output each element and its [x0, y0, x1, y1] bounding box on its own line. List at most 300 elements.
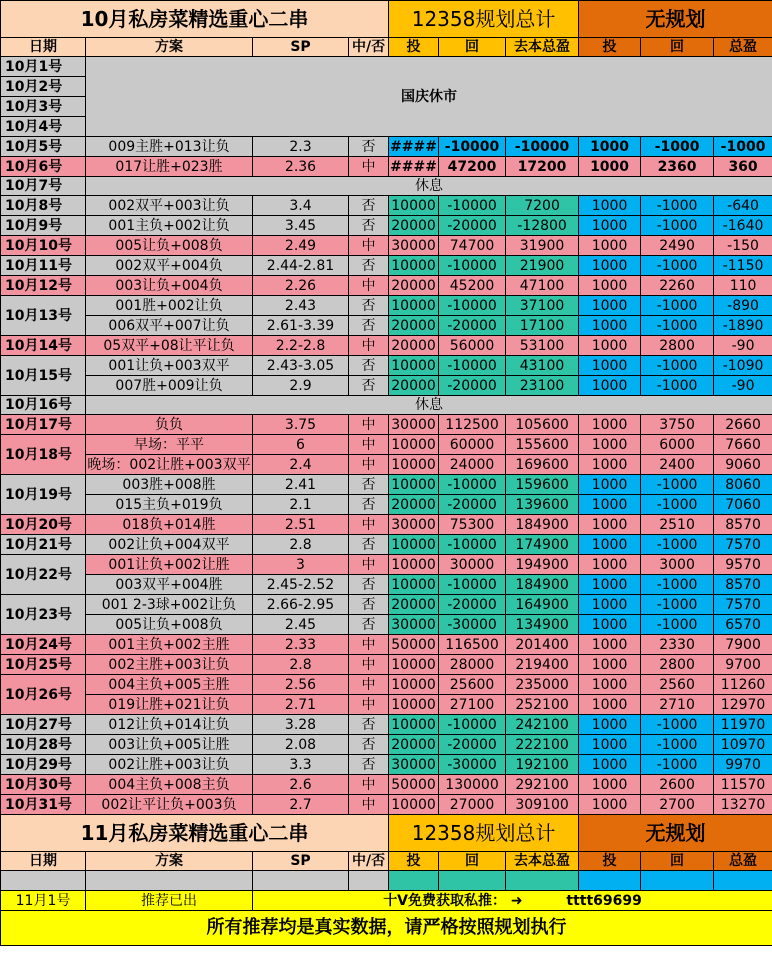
row-return: -10000 — [439, 296, 506, 316]
row-noplan-stake: 1000 — [579, 157, 641, 177]
row-noplan-stake: 1000 — [579, 475, 641, 495]
row-plan: 002让胜+003让负 — [86, 755, 253, 775]
row-noplan-return: 3000 — [641, 555, 714, 575]
empty-cell — [579, 871, 641, 891]
row-noplan-stake: 1000 — [579, 735, 641, 755]
table-row — [1, 296, 772, 316]
row-net-profit: 105600 — [506, 415, 579, 435]
row-return: -10000 — [439, 196, 506, 216]
row-net-profit: 17100 — [506, 316, 579, 336]
row-sp: 2.9 — [253, 376, 349, 396]
row-noplan-stake: 1000 — [579, 296, 641, 316]
table-row — [1, 137, 772, 157]
row-stake: 20000 — [389, 495, 439, 515]
row-noplan-total: 8570 — [714, 515, 772, 535]
row-sp: 2.1 — [253, 495, 349, 515]
row-result: 否 — [349, 715, 389, 735]
row-noplan-total: 9570 — [714, 555, 772, 575]
row-net-profit: 219400 — [506, 655, 579, 675]
row-net-profit: 169600 — [506, 455, 579, 475]
row-return: -10000 — [439, 356, 506, 376]
row-net-profit: 184900 — [506, 515, 579, 535]
row-noplan-total: 13270 — [714, 795, 772, 815]
row-stake: 10000 — [389, 256, 439, 276]
nov-col-noplan-return: 回 — [641, 852, 714, 871]
row-date: 10月26号 — [1, 675, 86, 715]
table-row — [1, 256, 772, 276]
table-row — [1, 695, 772, 715]
row-date: 10月18号 — [1, 435, 86, 475]
table-row — [1, 157, 772, 177]
row-noplan-return: 2490 — [641, 236, 714, 256]
row-noplan-total: 7570 — [714, 535, 772, 555]
row-noplan-stake: 1000 — [579, 555, 641, 575]
row-stake: 20000 — [389, 336, 439, 356]
row-noplan-return: 3750 — [641, 415, 714, 435]
row-noplan-total: 11570 — [714, 775, 772, 795]
row-plan: 001让负+003双平 — [86, 356, 253, 376]
row-result: 否 — [349, 475, 389, 495]
row-return: -10000 — [439, 256, 506, 276]
row-return: -30000 — [439, 615, 506, 635]
row-result: 中 — [349, 236, 389, 256]
row-result: 中 — [349, 515, 389, 535]
row-net-profit: 43100 — [506, 356, 579, 376]
row-plan: 003让负+004负 — [86, 276, 253, 296]
col-plan: 方案 — [86, 38, 253, 57]
row-plan: 005让负+008负 — [86, 236, 253, 256]
row-return: -30000 — [439, 755, 506, 775]
row-noplan-total: -890 — [714, 296, 772, 316]
nov-plan-total-title: 12358规划总计 — [389, 815, 579, 852]
row-result: 否 — [349, 196, 389, 216]
row-noplan-stake: 1000 — [579, 376, 641, 396]
row-plan: 004主负+005主胜 — [86, 675, 253, 695]
row-noplan-return: 6000 — [641, 435, 714, 455]
row-stake: 10000 — [389, 675, 439, 695]
row-net-profit: 17200 — [506, 157, 579, 177]
plan-total-title: 12358规划总计 — [389, 1, 579, 38]
row-net-profit: 309100 — [506, 795, 579, 815]
row-result: 否 — [349, 615, 389, 635]
row-return: -20000 — [439, 595, 506, 615]
row-noplan-stake: 1000 — [579, 336, 641, 356]
col-net-profit: 去本总盈 — [506, 38, 579, 57]
row-noplan-total: -1090 — [714, 356, 772, 376]
row-date: 10月22号 — [1, 555, 86, 595]
col-noplan-return: 回 — [641, 38, 714, 57]
row-noplan-total: -90 — [714, 336, 772, 356]
row-result: 否 — [349, 575, 389, 595]
table-row — [1, 775, 772, 795]
row-noplan-stake: 1000 — [579, 276, 641, 296]
rest-row — [1, 177, 772, 196]
row-sp: 2.61-3.39 — [253, 316, 349, 336]
row-date: 10月21号 — [1, 535, 86, 555]
november-header-row — [1, 815, 772, 852]
row-stake: #### — [390, 138, 437, 155]
row-sp: 2.43 — [253, 296, 349, 316]
row-return: -20000 — [439, 735, 506, 755]
table-row — [1, 595, 772, 615]
row-noplan-total: 11970 — [714, 715, 772, 735]
row-net-profit: 174900 — [506, 535, 579, 555]
row-plan: 05双平+08让平让负 — [86, 336, 253, 356]
november-title: 11月私房菜精选重心二串 — [1, 815, 389, 852]
row-plan: 001 2-3球+002让负 — [86, 595, 253, 615]
row-plan: 015主负+019负 — [86, 495, 253, 515]
contact-cell[interactable] — [253, 891, 772, 911]
row-net-profit: 201400 — [506, 635, 579, 655]
row-stake: 30000 — [389, 755, 439, 775]
row-sp: 2.45 — [253, 615, 349, 635]
row-stake: 50000 — [389, 775, 439, 795]
row-return: -10000 — [439, 475, 506, 495]
row-noplan-stake: 1000 — [579, 415, 641, 435]
row-stake: 20000 — [389, 216, 439, 236]
row-stake: #### — [390, 158, 437, 175]
empty-cell — [253, 871, 349, 891]
row-net-profit: 159600 — [506, 475, 579, 495]
row-net-profit: 7200 — [506, 196, 579, 216]
table-row — [1, 515, 772, 535]
row-return: 24000 — [439, 455, 506, 475]
row-date: 10月16号 — [1, 396, 86, 415]
row-date: 10月13号 — [1, 296, 86, 336]
table-row — [1, 735, 772, 755]
no-plan-title: 无规划 — [579, 1, 772, 38]
row-sp: 2.6 — [253, 775, 349, 795]
row-noplan-stake: 1000 — [579, 715, 641, 735]
row-noplan-return: -1000 — [641, 256, 714, 276]
row-result: 中 — [349, 157, 389, 177]
nov-col-noplan-total: 总盈 — [714, 852, 772, 871]
row-noplan-return: 2600 — [641, 775, 714, 795]
row-noplan-return: -1000 — [641, 735, 714, 755]
table-row — [1, 615, 772, 635]
row-noplan-return: 2800 — [641, 655, 714, 675]
row-date: 10月24号 — [1, 635, 86, 655]
table-row — [1, 415, 772, 435]
row-plan: 002双平+004负 — [86, 256, 253, 276]
row-noplan-stake: 1000 — [579, 137, 641, 157]
row-noplan-stake: 1000 — [579, 595, 641, 615]
row-date: 10月7号 — [1, 177, 86, 196]
row-date: 10月15号 — [1, 356, 86, 396]
row-noplan-return: -1000 — [641, 316, 714, 336]
row-plan: 018负+014胜 — [86, 515, 253, 535]
row-result: 否 — [349, 735, 389, 755]
row-plan: 004主负+008主负 — [86, 775, 253, 795]
row-result: 中 — [349, 415, 389, 435]
row-noplan-return: -1000 — [641, 376, 714, 396]
row-noplan-total: 360 — [714, 157, 772, 177]
row-date: 10月29号 — [1, 755, 86, 775]
row-noplan-total: 8570 — [714, 575, 772, 595]
row-plan: 003双平+004胜 — [86, 575, 253, 595]
holiday-date: 10月4号 — [1, 117, 86, 137]
table-row — [1, 675, 772, 695]
holiday-date: 10月3号 — [1, 97, 86, 117]
empty-cell — [349, 871, 389, 891]
row-net-profit: 194900 — [506, 555, 579, 575]
empty-cell — [714, 871, 772, 891]
row-return: -20000 — [439, 495, 506, 515]
row-result: 中 — [349, 336, 389, 356]
col-return: 回 — [439, 38, 506, 57]
nov-date: 11月1号 — [1, 891, 86, 911]
row-stake: 20000 — [389, 376, 439, 396]
row-noplan-stake: 1000 — [579, 316, 641, 336]
row-plan: 001主负+002主胜 — [86, 635, 253, 655]
row-return: 60000 — [439, 435, 506, 455]
table-row — [1, 535, 772, 555]
row-noplan-stake: 1000 — [579, 236, 641, 256]
row-net-profit: 23100 — [506, 376, 579, 396]
row-noplan-total: 9060 — [714, 455, 772, 475]
row-noplan-total: 7660 — [714, 435, 772, 455]
row-return: -20000 — [439, 316, 506, 336]
holiday-date: 10月1号 — [1, 57, 86, 77]
row-stake: 20000 — [389, 595, 439, 615]
row-return: -20000 — [439, 216, 506, 236]
row-noplan-return: -1000 — [641, 475, 714, 495]
row-noplan-total: 9700 — [714, 655, 772, 675]
row-noplan-total: -90 — [714, 376, 772, 396]
row-net-profit: 292100 — [506, 775, 579, 795]
holiday-date: 10月2号 — [1, 77, 86, 97]
row-date: 10月10号 — [1, 236, 86, 256]
column-header-row — [1, 38, 772, 57]
empty-cell — [86, 871, 253, 891]
row-result: 中 — [349, 775, 389, 795]
nov-col-sp: SP — [253, 852, 349, 871]
row-noplan-return: -1000 — [641, 715, 714, 735]
row-noplan-total: 7900 — [714, 635, 772, 655]
row-plan: 001胜+002让负 — [86, 296, 253, 316]
row-noplan-total: -1890 — [714, 316, 772, 336]
row-plan: 002主胜+003让负 — [86, 655, 253, 675]
row-noplan-stake: 1000 — [579, 356, 641, 376]
row-date: 10月23号 — [1, 595, 86, 635]
row-plan: 005让负+008负 — [86, 615, 253, 635]
row-result: 中 — [349, 555, 389, 575]
row-net-profit: -12800 — [506, 216, 579, 236]
row-sp: 2.41 — [253, 475, 349, 495]
row-date: 10月20号 — [1, 515, 86, 535]
row-noplan-return: 2400 — [641, 455, 714, 475]
row-noplan-stake: 1000 — [579, 495, 641, 515]
table-row — [1, 336, 772, 356]
row-noplan-return: -1000 — [641, 196, 714, 216]
row-date: 10月31号 — [1, 795, 86, 815]
rest-text: 休息 — [86, 396, 772, 415]
row-noplan-stake: 1000 — [579, 256, 641, 276]
row-noplan-stake: 1000 — [579, 196, 641, 216]
row-date: 10月6号 — [1, 157, 86, 177]
row-net-profit: 53100 — [506, 336, 579, 356]
row-result: 否 — [349, 137, 389, 157]
row-sp: 3.4 — [253, 196, 349, 216]
row-noplan-stake: 1000 — [579, 775, 641, 795]
row-sp: 3.45 — [253, 216, 349, 236]
row-net-profit: 139600 — [506, 495, 579, 515]
table-row — [1, 495, 772, 515]
row-result: 否 — [349, 216, 389, 236]
row-sp: 3.75 — [253, 415, 349, 435]
table-row — [1, 755, 772, 775]
empty-cell — [1, 871, 86, 891]
row-stake: 30000 — [389, 515, 439, 535]
row-noplan-stake: 1000 — [579, 635, 641, 655]
row-sp: 2.51 — [253, 515, 349, 535]
row-noplan-return: -1000 — [641, 356, 714, 376]
row-result: 否 — [349, 495, 389, 515]
row-return: -10000 — [439, 137, 506, 157]
row-result: 否 — [349, 356, 389, 376]
row-plan: 012让负+014让负 — [86, 715, 253, 735]
row-sp: 6 — [253, 435, 349, 455]
row-noplan-stake: 1000 — [579, 795, 641, 815]
row-return: 47200 — [439, 157, 506, 177]
footer-text: 所有推荐均是真实数据，请严格按照规划执行 — [1, 911, 772, 946]
row-noplan-return: 2560 — [641, 675, 714, 695]
row-plan: 019让胜+021让负 — [86, 695, 253, 715]
row-result: 否 — [349, 316, 389, 336]
row-stake: 10000 — [389, 435, 439, 455]
row-stake: 10000 — [389, 455, 439, 475]
row-stake: 30000 — [389, 415, 439, 435]
nov-col-date: 日期 — [1, 852, 86, 871]
nov-col-noplan-stake: 投 — [579, 852, 641, 871]
row-result: 中 — [349, 695, 389, 715]
row-date: 10月8号 — [1, 196, 86, 216]
row-result: 否 — [349, 535, 389, 555]
row-stake: 20000 — [389, 316, 439, 336]
row-return: 74700 — [439, 236, 506, 256]
row-noplan-return: -1000 — [641, 615, 714, 635]
empty-cell — [506, 871, 579, 891]
row-return: 56000 — [439, 336, 506, 356]
contact-id: tttt69699 — [566, 892, 642, 909]
row-sp: 2.56 — [253, 675, 349, 695]
row-sp: 2.43-3.05 — [253, 356, 349, 376]
empty-cell — [641, 871, 714, 891]
row-noplan-return: 2260 — [641, 276, 714, 296]
row-noplan-stake: 1000 — [579, 216, 641, 236]
row-stake: 10000 — [389, 196, 439, 216]
row-noplan-stake: 1000 — [579, 455, 641, 475]
table-row — [1, 435, 772, 455]
row-noplan-total: 12970 — [714, 695, 772, 715]
row-sp: 2.7 — [253, 795, 349, 815]
row-noplan-stake: 1000 — [579, 535, 641, 555]
table-row — [1, 655, 772, 675]
row-sp: 2.3 — [253, 137, 349, 157]
row-net-profit: 252100 — [506, 695, 579, 715]
row-plan: 017让胜+023胜 — [86, 157, 253, 177]
contact-text: 十V免费获取私推： — [383, 892, 507, 909]
row-sp: 2.71 — [253, 695, 349, 715]
col-sp: SP — [253, 38, 349, 57]
row-sp: 2.4 — [253, 455, 349, 475]
row-noplan-return: 2700 — [641, 795, 714, 815]
row-plan: 006双平+007让负 — [86, 316, 253, 336]
row-result: 中 — [349, 635, 389, 655]
row-noplan-stake: 1000 — [579, 755, 641, 775]
row-date: 10月17号 — [1, 415, 86, 435]
row-return: 116500 — [439, 635, 506, 655]
row-stake: 10000 — [389, 695, 439, 715]
row-noplan-return: 2800 — [641, 336, 714, 356]
row-noplan-stake: 1000 — [579, 435, 641, 455]
row-return: 112500 — [439, 415, 506, 435]
nov-empty-row — [1, 871, 772, 891]
row-stake: 20000 — [389, 276, 439, 296]
col-result: 中/否 — [349, 38, 389, 57]
col-noplan-total: 总盈 — [714, 38, 772, 57]
row-sp: 3 — [253, 555, 349, 575]
col-noplan-stake: 投 — [579, 38, 641, 57]
row-date: 10月12号 — [1, 276, 86, 296]
row-noplan-total: 7570 — [714, 595, 772, 615]
row-return: -10000 — [439, 575, 506, 595]
row-net-profit: 37100 — [506, 296, 579, 316]
row-sp: 2.08 — [253, 735, 349, 755]
nov-first-row — [1, 891, 772, 911]
empty-cell — [439, 871, 506, 891]
table-row — [1, 795, 772, 815]
row-noplan-total: -1150 — [714, 256, 772, 276]
row-net-profit: 47100 — [506, 276, 579, 296]
row-return: 27000 — [439, 795, 506, 815]
row-noplan-total: 6570 — [714, 615, 772, 635]
table-row — [1, 356, 772, 376]
row-result: 否 — [349, 755, 389, 775]
row-return: -20000 — [439, 376, 506, 396]
row-sp: 2.66-2.95 — [253, 595, 349, 615]
row-net-profit: 235000 — [506, 675, 579, 695]
row-plan: 001主负+002让负 — [86, 216, 253, 236]
row-noplan-total: 7060 — [714, 495, 772, 515]
row-date: 10月30号 — [1, 775, 86, 795]
row-result: 否 — [349, 376, 389, 396]
row-net-profit: 192100 — [506, 755, 579, 775]
row-net-profit: 164900 — [506, 595, 579, 615]
row-noplan-total: 10970 — [714, 735, 772, 755]
row-return: 130000 — [439, 775, 506, 795]
row-return: 45200 — [439, 276, 506, 296]
october-title: 10月私房菜精选重心二串 — [1, 1, 389, 38]
row-return: 27100 — [439, 695, 506, 715]
row-stake: 30000 — [389, 615, 439, 635]
row-return: 75300 — [439, 515, 506, 535]
rest-row — [1, 396, 772, 415]
nov-status: 推荐已出 — [86, 891, 253, 911]
table-row — [1, 196, 772, 216]
row-return: 25600 — [439, 675, 506, 695]
row-noplan-total: -150 — [714, 236, 772, 256]
arrow-icon: ➜ — [510, 892, 523, 909]
row-stake: 10000 — [389, 356, 439, 376]
row-date: 10月25号 — [1, 655, 86, 675]
row-noplan-total: -1640 — [714, 216, 772, 236]
row-noplan-return: -1000 — [641, 216, 714, 236]
row-sp: 2.2-2.8 — [253, 336, 349, 356]
row-sp: 3.3 — [253, 755, 349, 775]
holiday-text: 国庆休市 — [86, 57, 772, 137]
row-noplan-return: 2710 — [641, 695, 714, 715]
